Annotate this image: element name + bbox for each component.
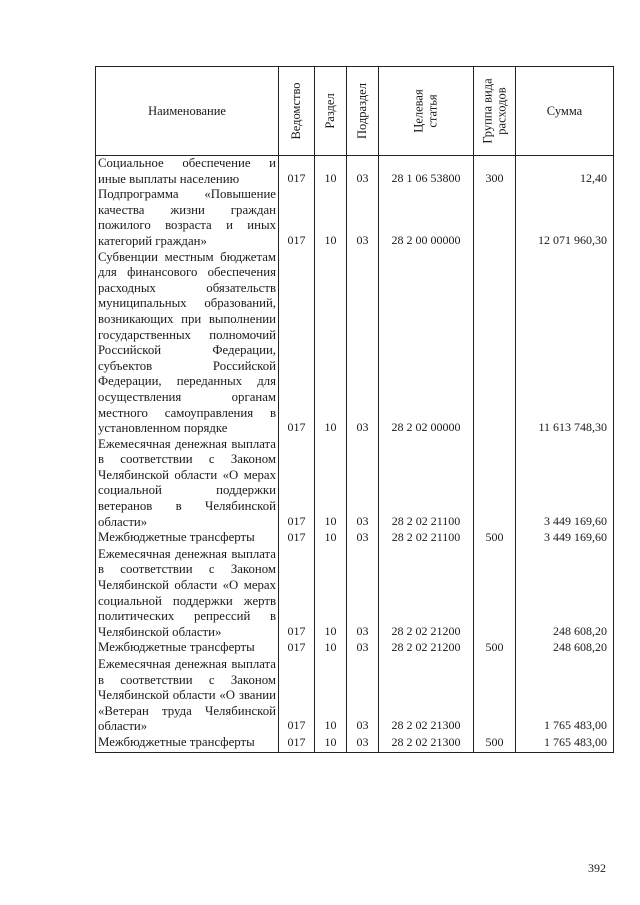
col-header-expense-group-text: Группа вида расходов	[479, 78, 508, 144]
col-header-subsection-text: Подраздел	[354, 83, 369, 139]
page-number: 392	[588, 861, 606, 875]
cell-sum: 1 765 483,00	[516, 735, 614, 752]
table-row	[96, 187, 614, 249]
cell-expense-group: 500	[474, 530, 516, 547]
cell-section: 10	[315, 657, 347, 735]
col-header-target	[379, 67, 474, 156]
table-row	[96, 735, 614, 752]
col-header-target-text: Целевая статья	[411, 89, 439, 133]
cell-sum: 1 765 483,00	[516, 657, 614, 735]
col-header-department	[279, 67, 315, 156]
cell-section: 10	[315, 530, 347, 547]
cell-name: Межбюджетные трансферты	[96, 530, 279, 547]
cell-sum: 248 608,20	[516, 547, 614, 641]
budget-table	[95, 66, 614, 753]
cell-name: Ежемесячная денежная выплата в соответствии с Законом Челябинской области «О мерах социальной поддержки жертв политических репрессий в Челябинской области»	[96, 547, 279, 641]
cell-subsection: 03	[347, 735, 379, 752]
cell-expense-group	[474, 657, 516, 735]
cell-department: 017	[279, 530, 315, 547]
cell-sum: 3 449 169,60	[516, 437, 614, 531]
cell-sum: 12 071 960,30	[516, 187, 614, 249]
cell-name: Межбюджетные трансферты	[96, 640, 279, 657]
cell-section: 10	[315, 437, 347, 531]
cell-subsection: 03	[347, 156, 379, 188]
table-body	[96, 156, 614, 753]
cell-subsection: 03	[347, 187, 379, 249]
cell-sum: 11 613 748,30	[516, 250, 614, 437]
col-header-name: Наименование	[96, 67, 279, 156]
table-row	[96, 250, 614, 437]
cell-target: 28 2 02 21100	[379, 530, 474, 547]
cell-department: 017	[279, 735, 315, 752]
cell-subsection: 03	[347, 547, 379, 641]
table-row	[96, 547, 614, 641]
cell-subsection: 03	[347, 250, 379, 437]
col-header-expense-group	[474, 67, 516, 156]
cell-expense-group: 500	[474, 640, 516, 657]
table-row	[96, 640, 614, 657]
col-header-sum: Сумма	[516, 67, 614, 156]
cell-section: 10	[315, 156, 347, 188]
cell-subsection: 03	[347, 640, 379, 657]
cell-sum: 3 449 169,60	[516, 530, 614, 547]
cell-section: 10	[315, 187, 347, 249]
cell-expense-group	[474, 250, 516, 437]
cell-target: 28 1 06 53800	[379, 156, 474, 188]
cell-name: Межбюджетные трансферты	[96, 735, 279, 752]
col-header-section	[315, 67, 347, 156]
cell-expense-group	[474, 187, 516, 249]
table-row	[96, 657, 614, 735]
cell-department: 017	[279, 657, 315, 735]
table-row	[96, 156, 614, 188]
cell-target: 28 2 00 00000	[379, 187, 474, 249]
header-row	[96, 67, 614, 156]
cell-expense-group	[474, 437, 516, 531]
cell-name: Подпрограмма «Повышение качества жизни граждан пожилого возраста и иных категорий граждан»	[96, 187, 279, 249]
cell-department: 017	[279, 437, 315, 531]
cell-subsection: 03	[347, 437, 379, 531]
cell-target: 28 2 02 00000	[379, 250, 474, 437]
col-header-department-text: Ведомство	[288, 82, 303, 140]
cell-department: 017	[279, 187, 315, 249]
cell-department: 017	[279, 156, 315, 188]
cell-sum: 12,40	[516, 156, 614, 188]
cell-name: Социальное обеспечение и иные выплаты населению	[96, 156, 279, 188]
cell-subsection: 03	[347, 530, 379, 547]
cell-section: 10	[315, 640, 347, 657]
cell-department: 017	[279, 547, 315, 641]
cell-subsection: 03	[347, 657, 379, 735]
cell-target: 28 2 02 21300	[379, 657, 474, 735]
cell-sum: 248 608,20	[516, 640, 614, 657]
cell-department: 017	[279, 640, 315, 657]
cell-target: 28 2 02 21100	[379, 437, 474, 531]
cell-target: 28 2 02 21200	[379, 640, 474, 657]
table-row	[96, 437, 614, 531]
cell-target: 28 2 02 21300	[379, 735, 474, 752]
cell-department: 017	[279, 250, 315, 437]
cell-expense-group: 500	[474, 735, 516, 752]
col-header-subsection	[347, 67, 379, 156]
cell-expense-group	[474, 547, 516, 641]
cell-expense-group: 300	[474, 156, 516, 188]
cell-section: 10	[315, 250, 347, 437]
cell-name: Ежемесячная денежная выплата в соответствии с Законом Челябинской области «О мерах социальной поддержки ветеранов в Челябинской области»	[96, 437, 279, 531]
cell-name: Субвенции местным бюджетам для финансового обеспечения расходных обязательств муниципальных образований, возникающих при выполнении государственных полномочий Российской Федерации, субъектов Российской Федерации, переданных для осуществления органам местного самоуправления в установленном порядке	[96, 250, 279, 437]
cell-section: 10	[315, 735, 347, 752]
col-header-section-text: Раздел	[322, 93, 337, 129]
table-row	[96, 530, 614, 547]
cell-section: 10	[315, 547, 347, 641]
cell-target: 28 2 02 21200	[379, 547, 474, 641]
cell-name: Ежемесячная денежная выплата в соответствии с Законом Челябинской области «О звании «Ветеран труда Челябинской области»	[96, 657, 279, 735]
